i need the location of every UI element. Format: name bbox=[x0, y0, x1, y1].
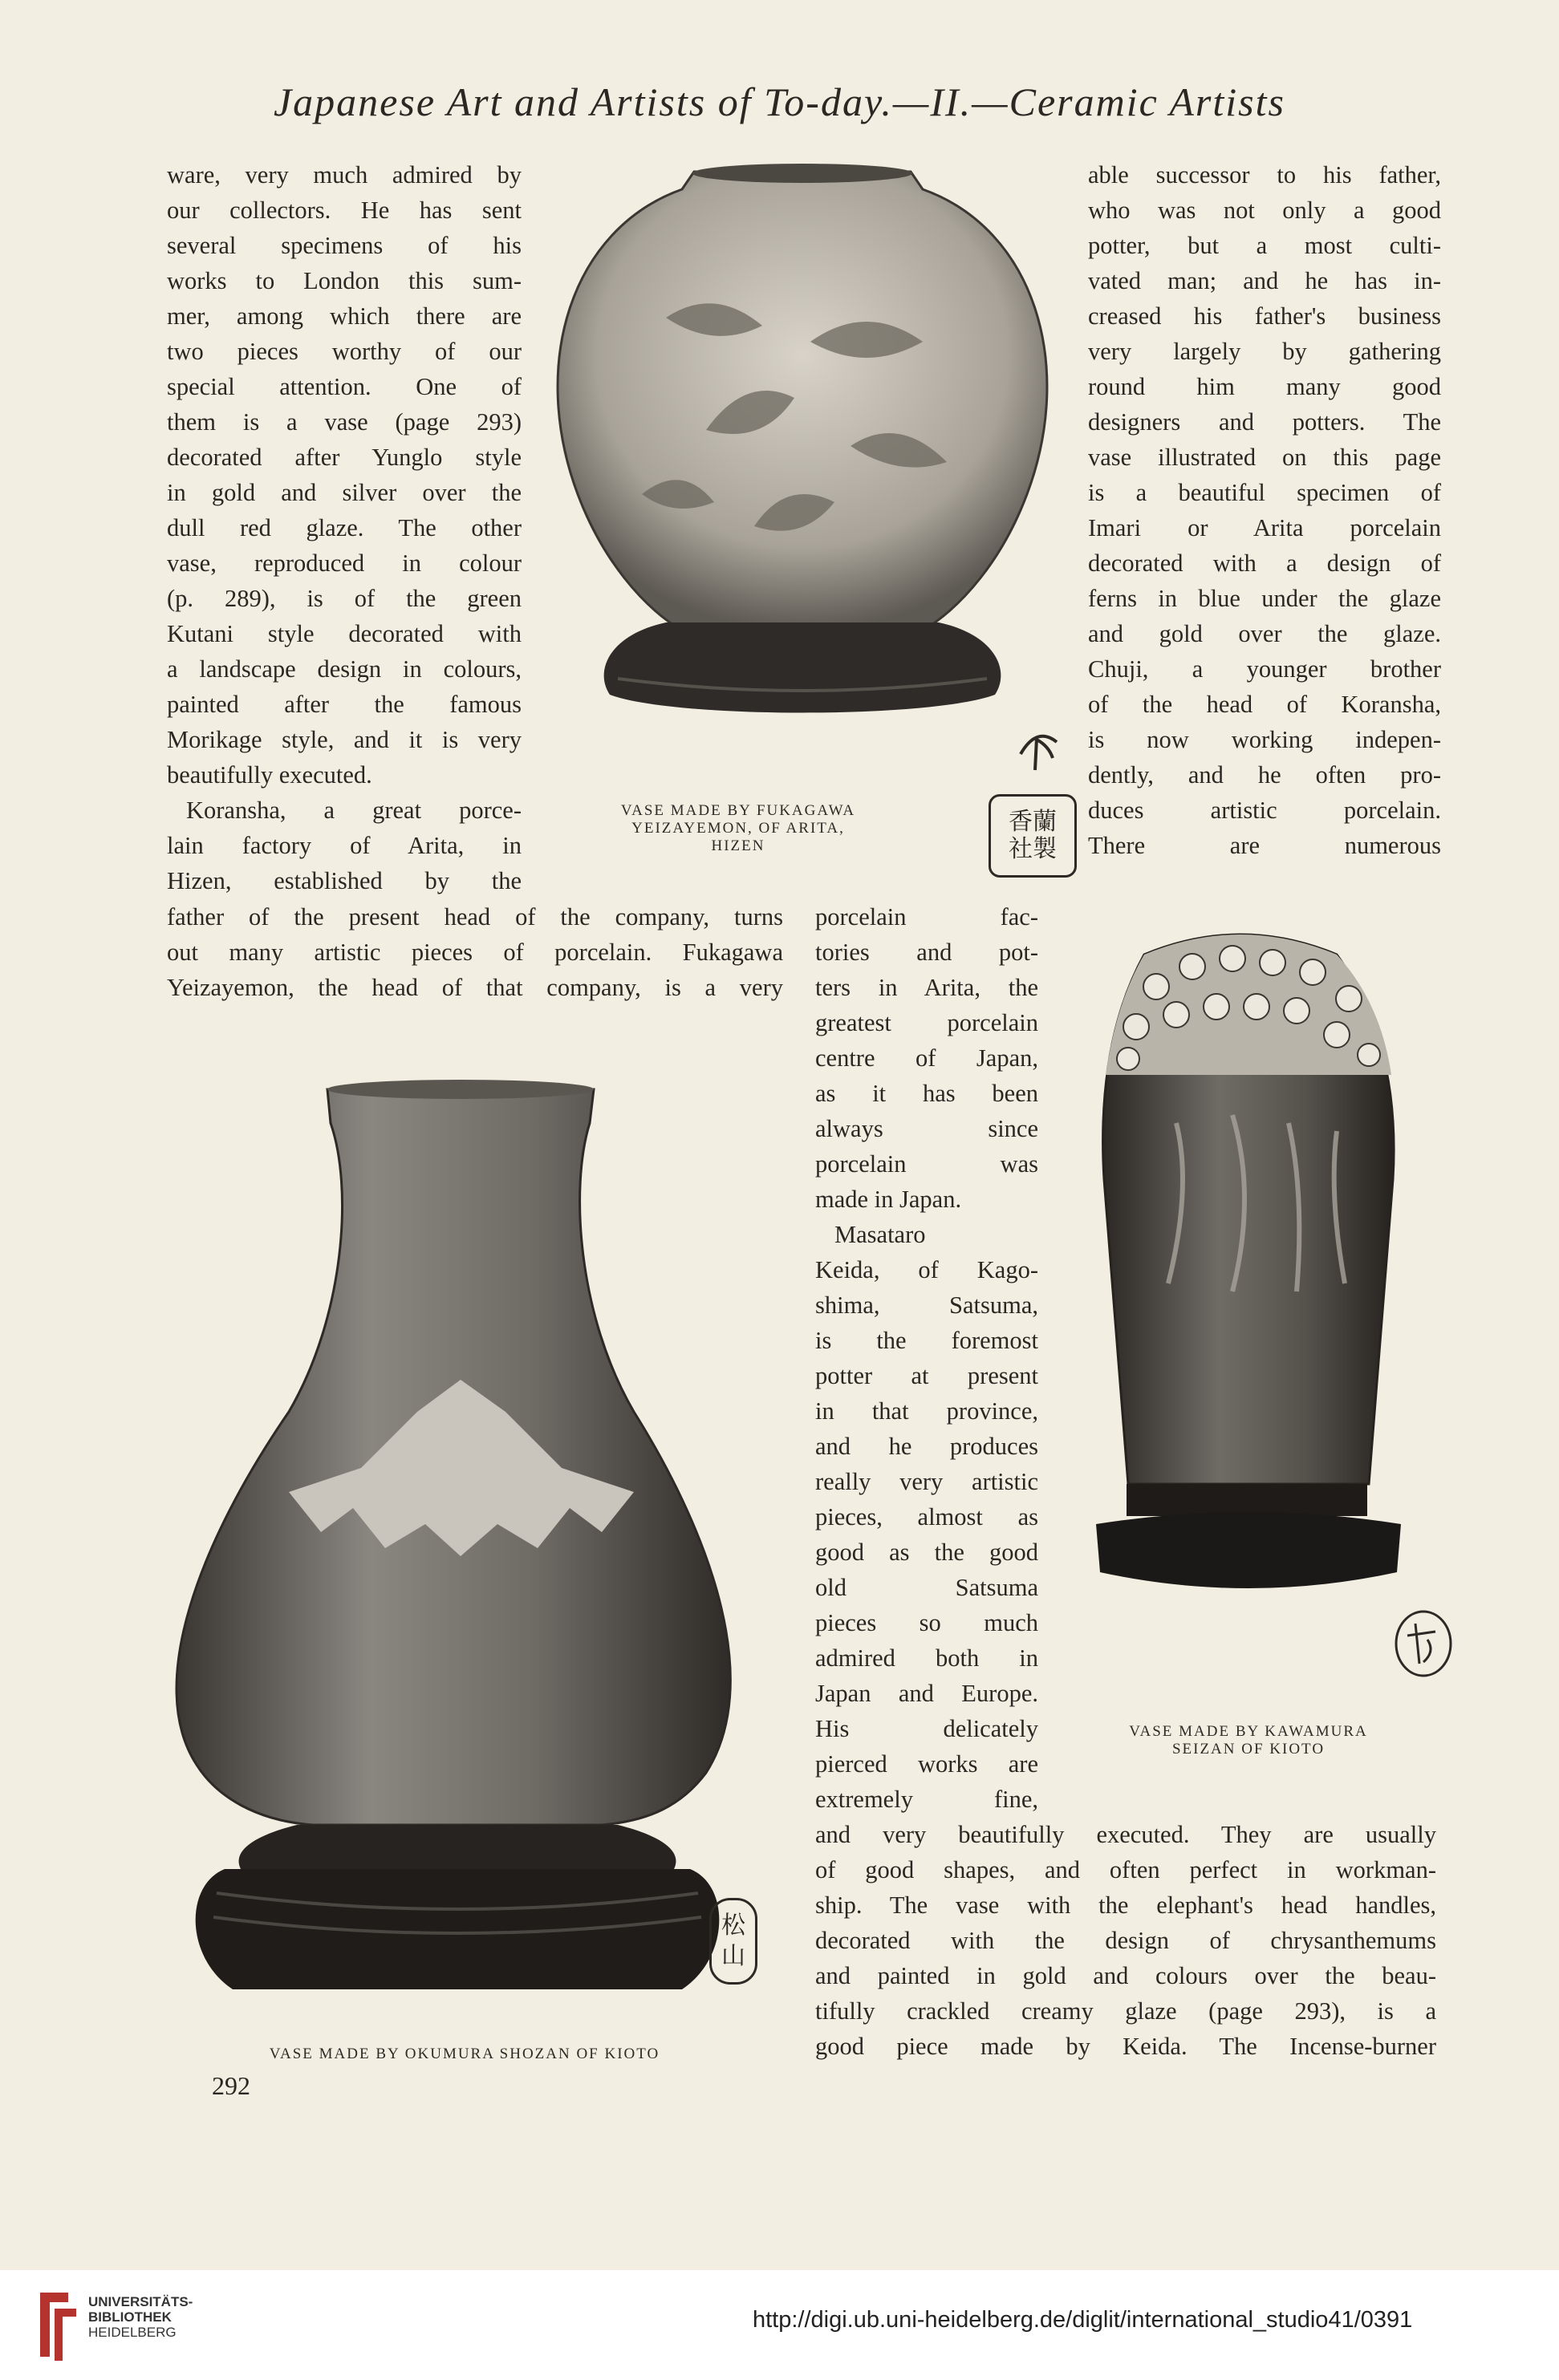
text-line: and he produces bbox=[815, 1433, 1038, 1460]
text-line: of the head of Koransha, bbox=[1088, 691, 1441, 718]
text-line: ferns in blue under the glaze bbox=[1088, 585, 1441, 612]
text-line: very largely by gathering bbox=[1088, 338, 1441, 365]
left-column-top bbox=[167, 157, 522, 898]
text-line: good piece made by Keida. The Incense-burner bbox=[815, 2033, 1436, 2060]
text-line: really very artistic bbox=[815, 1468, 1038, 1495]
text-line: is the foremost bbox=[815, 1327, 1038, 1354]
text-line: painted after the famous bbox=[167, 691, 522, 718]
okumura-caption: VASE MADE BY OKUMURA SHOZAN OF KIOTO bbox=[269, 2046, 660, 2062]
okumura-seal: 松山 bbox=[709, 1898, 757, 1985]
text-line: old Satsuma bbox=[815, 1574, 1038, 1601]
text-line: good as the good bbox=[815, 1539, 1038, 1566]
text-line: Keida, of Kago- bbox=[815, 1256, 1038, 1283]
text-line: ware, very much admired by bbox=[167, 161, 522, 189]
library-logo-icon bbox=[32, 2285, 80, 2365]
text-line: creased his father's business bbox=[1088, 302, 1441, 330]
text-line: potter, but a most culti- bbox=[1088, 232, 1441, 259]
middle-column bbox=[815, 899, 1038, 1817]
text-line: Morikage style, and it is very bbox=[167, 726, 522, 753]
text-line: lain factory of Arita, in bbox=[167, 832, 522, 859]
text-line: out many artistic pieces of porcelain. Fukagawa bbox=[167, 939, 783, 966]
text-line: tories and pot- bbox=[815, 939, 1038, 966]
text-line: Japan and Europe. bbox=[815, 1680, 1038, 1707]
text-line: dently, and he often pro- bbox=[1088, 761, 1441, 789]
text-line: Hizen, established by the bbox=[167, 867, 522, 894]
text-line: centre of Japan, bbox=[815, 1044, 1038, 1072]
ornament-mark bbox=[1005, 722, 1069, 778]
text-line: tifully crackled creamy glaze (page 293), is a bbox=[815, 1997, 1436, 2025]
kawamura-vase-illustration bbox=[1080, 922, 1417, 1668]
text-line: able successor to his father, bbox=[1088, 161, 1441, 189]
text-line: them is a vase (page 293) bbox=[167, 408, 522, 436]
text-line: beautifully executed. bbox=[167, 761, 372, 789]
text-line: His delicately bbox=[815, 1715, 1038, 1742]
text-line: pieces, almost as bbox=[815, 1503, 1038, 1531]
text-line: always since bbox=[815, 1115, 1038, 1142]
text-line: decorated with the design of chrysanthemums bbox=[815, 1927, 1436, 1954]
running-header: Japanese Art and Artists of To-day.—II.—Ceramic Artists bbox=[273, 79, 1285, 124]
text-line: decorated with a design of bbox=[1088, 549, 1441, 577]
text-line: greatest porcelain bbox=[815, 1009, 1038, 1036]
text-line: duces artistic porcelain. bbox=[1088, 797, 1441, 824]
text-line: several specimens of his bbox=[167, 232, 522, 259]
text-line: is now working indepen- bbox=[1088, 726, 1441, 753]
source-url-link[interactable]: http://digi.ub.uni-heidelberg.de/diglit/international_studio41/0391 bbox=[753, 2307, 1413, 2333]
text-line: of good shapes, and often perfect in workman- bbox=[815, 1856, 1436, 1883]
text-line: porcelain was bbox=[815, 1150, 1038, 1178]
text-line: ters in Arita, the bbox=[815, 974, 1038, 1001]
text-line: (p. 289), is of the green bbox=[167, 585, 522, 612]
text-line: admired both in bbox=[815, 1644, 1038, 1672]
text-line: father of the present head of the company, turns bbox=[167, 903, 783, 931]
text-line: vase illustrated on this page bbox=[1088, 444, 1441, 471]
text-line: extremely fine, bbox=[815, 1786, 1038, 1813]
text-line: Chuji, a younger brother bbox=[1088, 655, 1441, 683]
text-line: two pieces worthy of our bbox=[167, 338, 522, 365]
text-line: dull red glaze. The other bbox=[167, 514, 522, 541]
kawamura-caption: VASE MADE BY KAWAMURA SEIZAN OF KIOTO bbox=[1129, 1723, 1368, 1758]
fukagawa-caption: VASE MADE BY FUKAGAWA YEIZAYEMON, OF ARITA, HIZEN bbox=[620, 802, 856, 854]
text-line: potter at present bbox=[815, 1362, 1038, 1389]
right-column-top bbox=[1088, 157, 1441, 863]
text-line: our collectors. He has sent bbox=[167, 197, 522, 224]
text-line: in that province, bbox=[815, 1397, 1038, 1425]
text-line: ship. The vase with the elephant's head handles, bbox=[815, 1891, 1436, 1919]
left-column-continued bbox=[167, 899, 783, 1005]
text-line: round him many good bbox=[1088, 373, 1441, 400]
text-line: Kutani style decorated with bbox=[167, 620, 522, 647]
text-line: decorated after Yunglo style bbox=[167, 444, 522, 471]
text-line: Masataro bbox=[834, 1221, 926, 1248]
text-line: designers and potters. The bbox=[1088, 408, 1441, 436]
fukagawa-vase-illustration bbox=[546, 157, 1059, 719]
kawamura-seal bbox=[1391, 1608, 1455, 1680]
text-line: shima, Satsuma, bbox=[815, 1291, 1038, 1319]
text-line: mer, among which there are bbox=[167, 302, 522, 330]
text-line: There are numerous bbox=[1088, 832, 1441, 859]
text-line: made in Japan. bbox=[815, 1186, 962, 1213]
text-line: is a beautiful specimen of bbox=[1088, 479, 1441, 506]
text-line: vase, reproduced in colour bbox=[167, 549, 522, 577]
text-line: porcelain fac- bbox=[815, 903, 1038, 931]
fukagawa-seal: 香蘭社製 bbox=[989, 794, 1077, 878]
text-line: vated man; and he has in- bbox=[1088, 267, 1441, 294]
text-line: and gold over the glaze. bbox=[1088, 620, 1441, 647]
text-line: pierced works are bbox=[815, 1750, 1038, 1778]
text-line: in gold and silver over the bbox=[167, 479, 522, 506]
text-line: special attention. One of bbox=[167, 373, 522, 400]
text-line: and very beautifully executed. They are usually bbox=[815, 1821, 1436, 1848]
library-name: UNIVERSITÄTS- BIBLIOTHEK HEIDELBERG bbox=[88, 2294, 193, 2340]
text-line: as it has been bbox=[815, 1080, 1038, 1107]
text-line: who was not only a good bbox=[1088, 197, 1441, 224]
text-line: a landscape design in colours, bbox=[167, 655, 522, 683]
bottom-right-text bbox=[815, 1817, 1436, 2064]
text-line: and painted in gold and colours over the beau- bbox=[815, 1962, 1436, 1989]
text-line: Koransha, a great porce- bbox=[186, 797, 522, 824]
text-line: pieces so much bbox=[815, 1609, 1038, 1636]
okumura-vase-illustration bbox=[152, 1075, 754, 2037]
text-line: Yeizayemon, the head of that company, is a very bbox=[167, 974, 783, 1001]
text-line: works to London this sum- bbox=[167, 267, 522, 294]
page-number: 292 bbox=[212, 2071, 250, 2100]
text-line: Imari or Arita porcelain bbox=[1088, 514, 1441, 541]
